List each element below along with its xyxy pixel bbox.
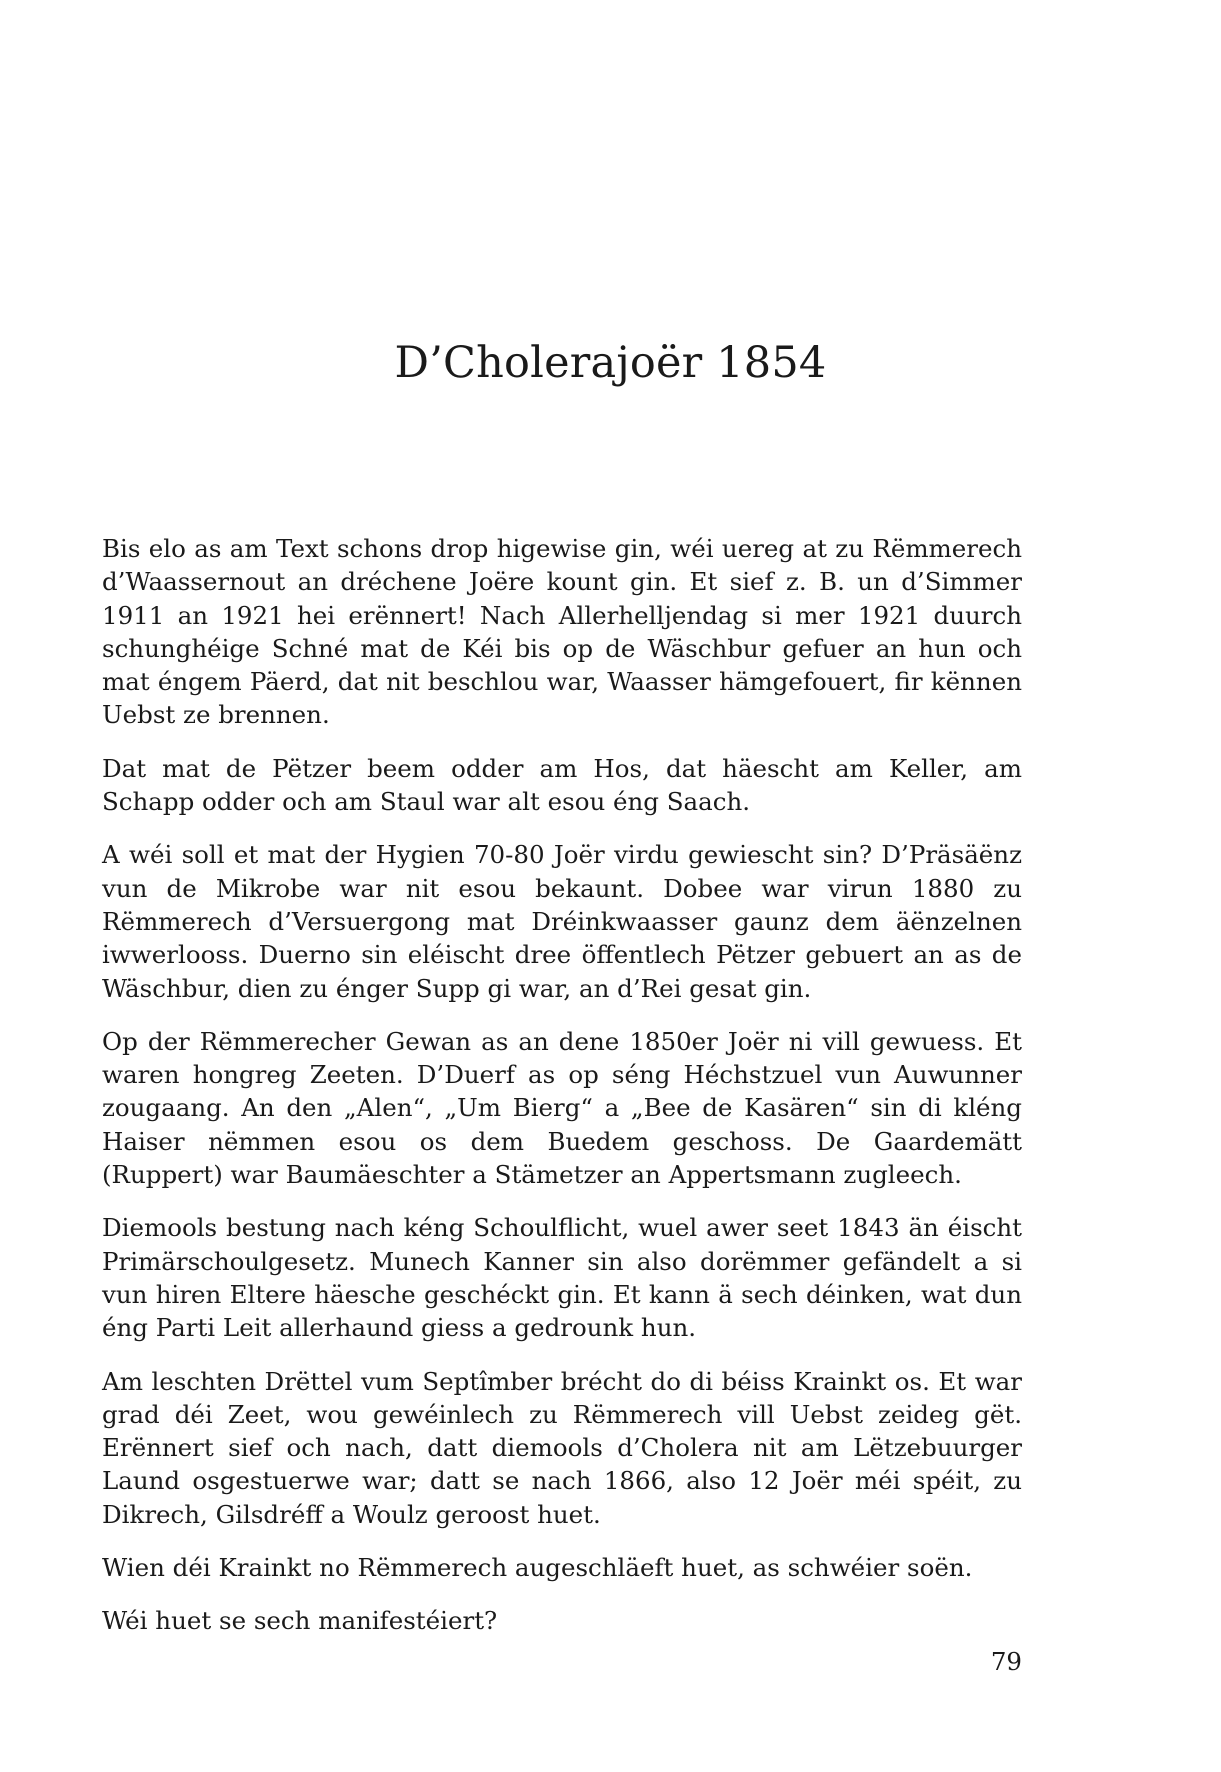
paragraph-6: Am leschten Drëttel vum Septîmber brécht do di béiss Krainkt os. Et war grad déi Zeet, wou gewéinlech zu Rëmmerech vill Uebst zeideg gët. Erënnert sief och nach, datt diemools d’Cholera nit am Lëtzebuurger Laund osgestuerwe war; datt se nach 1866, also 12 Joër méi spéit, zu Dikrech, Gilsdréff a Woulz geroost huet. [102,1366,1022,1529]
page-number: 79 [990,1647,1022,1676]
paragraph-7: Wien déi Krainkt no Rëmmerech augeschläeft huet, as schwéier soën. [102,1553,973,1583]
paragraph-5: Diemools bestung nach kéng Schoulflicht, wuel awer seet 1843 än éischt Primärschoulgesetz. Munech Kanner sin also dorëmmer gefändelt a si vun hiren Eltere häesche geschéckt gin. Et kann ä sech déinken, wat dun éng Parti Leit allerhaund giess a gedrounk hun. [102,1213,1022,1343]
paragraph-3: A wéi soll et mat der Hygien 70-80 Joër virdu gewiescht sin? D’Präsäënz vun de Mikrobe war nit esou bekaunt. Dobee war virun 1880 zu Rëmmerech d’Versuergong mat Dréinkwaasser gaunz dem äënzelnen iwwerlooss. Duerno sin eléischt dree öffentlech Pëtzer gebuert an as de Wäschbur, dien zu énger Supp gi war, an d’Rei gesat gin. [102,840,1022,1003]
page-title: D’Cholerajoër 1854 [394,338,827,388]
paragraph-2: Dat mat de Pëtzer beem odder am Hos, dat häescht am Keller, am Schapp odder och am Staul war alt esou éng Saach. [102,753,1022,817]
body-text [102,532,1022,1658]
paragraph-8: Wéi huet se sech manifestéiert? [102,1606,498,1636]
paragraph-4: Op der Rëmmerecher Gewan as an dene 1850er Joër ni vill gewuess. Et waren hongreg Zeeten. D’Duerf as op séng Héchstzuel vun Auwunner zougaang. An den „Alen“, „Um Bierg“ a „Bee de Kasären“ sin di kléng Haiser nëmmen esou os dem Buedem geschoss. De Gaardemätt (Ruppert) war Baumäeschter a Stämetzer an Appertsmann zugleech. [102,1026,1022,1190]
paragraph-1: Bis elo as am Text schons drop higewise gin, wéi uereg at zu Rëmmerech d’Waassernout an dréchene Joëre kount gin. Et sief z. B. un d’Simmer 1911 an 1921 hei erënnert! Nach Allerhelljendag si mer 1921 duurch schunghéige Schné mat de Kéi bis op de Wäschbur gefuer an hun och mat éngem Päerd, dat nit beschlou war, Waasser hämgefouert, fir kënnen Uebst ze brennen. [102,534,1022,730]
